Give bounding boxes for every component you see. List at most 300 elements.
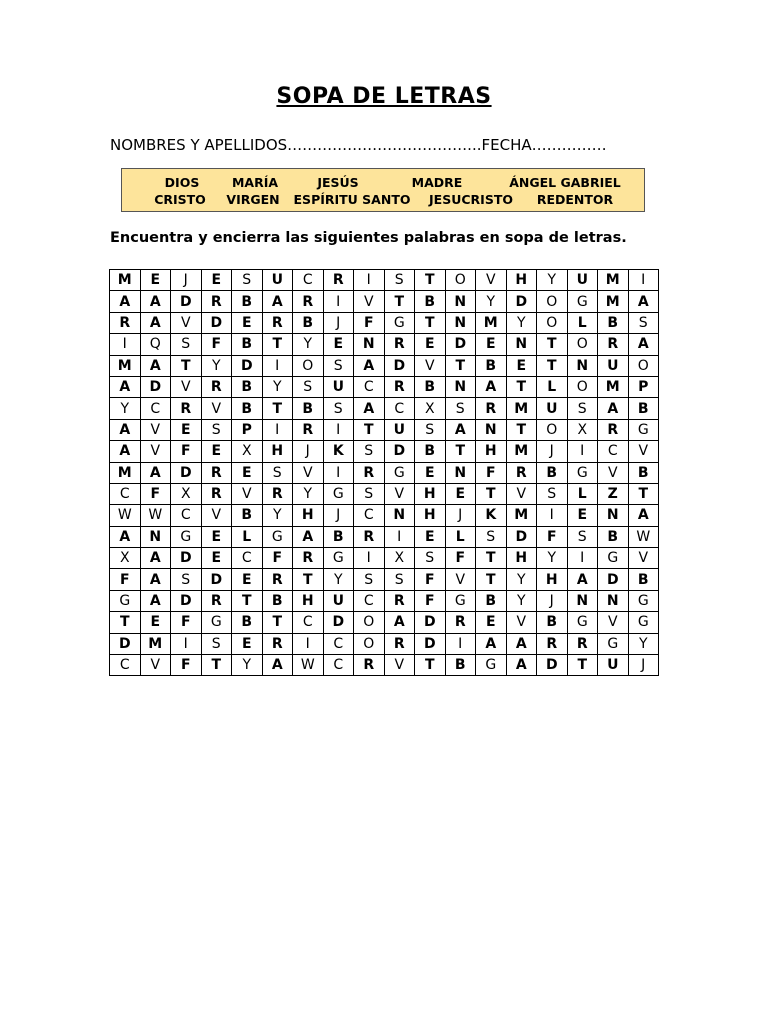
grid-cell[interactable]: H [293, 505, 324, 526]
grid-cell[interactable]: D [506, 291, 537, 312]
grid-cell[interactable]: U [323, 590, 354, 611]
grid-cell[interactable]: D [598, 569, 629, 590]
grid-cell[interactable]: S [262, 462, 293, 483]
grid-cell[interactable]: A [476, 376, 507, 397]
grid-cell[interactable]: N [567, 590, 598, 611]
grid-cell[interactable]: G [567, 291, 598, 312]
grid-cell[interactable]: F [445, 548, 476, 569]
grid-cell[interactable]: N [598, 590, 629, 611]
grid-cell[interactable]: V [171, 312, 202, 333]
grid-cell[interactable]: C [354, 376, 385, 397]
grid-cell[interactable]: A [628, 291, 659, 312]
grid-cell[interactable]: A [628, 505, 659, 526]
grid-cell[interactable]: S [567, 398, 598, 419]
grid-cell[interactable]: B [537, 462, 568, 483]
grid-cell[interactable]: B [598, 526, 629, 547]
grid-cell[interactable]: T [232, 590, 263, 611]
grid-cell[interactable]: T [476, 483, 507, 504]
grid-cell[interactable]: V [506, 612, 537, 633]
grid-cell[interactable]: D [384, 441, 415, 462]
grid-cell[interactable]: Y [506, 590, 537, 611]
grid-cell[interactable]: T [262, 334, 293, 355]
grid-cell[interactable]: F [262, 548, 293, 569]
grid-cell[interactable]: T [628, 483, 659, 504]
grid-cell[interactable]: T [476, 548, 507, 569]
grid-cell[interactable]: S [628, 312, 659, 333]
grid-cell[interactable]: C [110, 483, 141, 504]
grid-cell[interactable]: I [354, 548, 385, 569]
grid-cell[interactable]: V [476, 270, 507, 291]
grid-cell[interactable]: F [110, 569, 141, 590]
grid-cell[interactable]: R [201, 376, 232, 397]
grid-cell[interactable]: H [415, 505, 446, 526]
grid-cell[interactable]: L [232, 526, 263, 547]
grid-cell[interactable]: Y [262, 376, 293, 397]
grid-cell[interactable]: V [628, 548, 659, 569]
grid-cell[interactable]: Y [293, 483, 324, 504]
grid-cell[interactable]: S [323, 398, 354, 419]
grid-cell[interactable]: E [567, 505, 598, 526]
grid-cell[interactable]: A [628, 334, 659, 355]
grid-cell[interactable]: G [201, 612, 232, 633]
grid-cell[interactable]: V [445, 569, 476, 590]
grid-cell[interactable]: N [598, 505, 629, 526]
grid-cell[interactable]: M [110, 270, 141, 291]
grid-cell[interactable]: G [445, 590, 476, 611]
grid-cell[interactable]: A [110, 419, 141, 440]
grid-cell[interactable]: A [140, 312, 171, 333]
grid-cell[interactable]: D [201, 569, 232, 590]
grid-cell[interactable]: V [293, 462, 324, 483]
grid-cell[interactable]: V [415, 355, 446, 376]
grid-cell[interactable]: I [110, 334, 141, 355]
grid-cell[interactable]: T [445, 441, 476, 462]
grid-cell[interactable]: H [506, 270, 537, 291]
grid-cell[interactable]: Y [476, 291, 507, 312]
grid-cell[interactable]: F [171, 441, 202, 462]
grid-cell[interactable]: C [323, 633, 354, 654]
grid-cell[interactable]: N [445, 376, 476, 397]
grid-cell[interactable]: G [598, 633, 629, 654]
grid-cell[interactable]: I [171, 633, 202, 654]
grid-cell[interactable]: C [171, 505, 202, 526]
grid-cell[interactable]: D [201, 312, 232, 333]
grid-cell[interactable]: M [598, 291, 629, 312]
grid-cell[interactable]: T [415, 312, 446, 333]
grid-cell[interactable]: Y [506, 312, 537, 333]
grid-cell[interactable]: D [171, 462, 202, 483]
grid-cell[interactable]: C [354, 590, 385, 611]
grid-cell[interactable]: V [354, 291, 385, 312]
grid-cell[interactable]: B [415, 376, 446, 397]
grid-cell[interactable]: D [537, 655, 568, 676]
grid-cell[interactable]: G [323, 548, 354, 569]
grid-cell[interactable]: S [537, 483, 568, 504]
grid-cell[interactable]: A [140, 569, 171, 590]
grid-cell[interactable]: H [476, 441, 507, 462]
grid-cell[interactable]: U [598, 355, 629, 376]
grid-cell[interactable]: C [110, 655, 141, 676]
grid-cell[interactable]: E [323, 334, 354, 355]
grid-cell[interactable]: T [201, 655, 232, 676]
grid-cell[interactable]: T [415, 270, 446, 291]
grid-cell[interactable]: H [506, 548, 537, 569]
grid-cell[interactable]: G [384, 462, 415, 483]
grid-cell[interactable]: V [384, 483, 415, 504]
grid-cell[interactable]: S [171, 334, 202, 355]
grid-cell[interactable]: I [293, 633, 324, 654]
grid-cell[interactable]: S [323, 355, 354, 376]
grid-cell[interactable]: C [323, 655, 354, 676]
grid-cell[interactable]: Z [598, 483, 629, 504]
grid-cell[interactable]: F [171, 655, 202, 676]
grid-cell[interactable]: Y [201, 355, 232, 376]
grid-cell[interactable]: U [262, 270, 293, 291]
grid-cell[interactable]: D [171, 590, 202, 611]
grid-cell[interactable]: R [445, 612, 476, 633]
grid-cell[interactable]: R [384, 376, 415, 397]
grid-cell[interactable]: B [628, 569, 659, 590]
grid-cell[interactable]: A [354, 398, 385, 419]
grid-cell[interactable]: N [445, 462, 476, 483]
grid-cell[interactable]: A [598, 398, 629, 419]
grid-cell[interactable]: M [110, 462, 141, 483]
grid-cell[interactable]: G [476, 655, 507, 676]
grid-cell[interactable]: Q [140, 334, 171, 355]
grid-cell[interactable]: W [110, 505, 141, 526]
grid-cell[interactable]: T [537, 334, 568, 355]
grid-cell[interactable]: F [171, 612, 202, 633]
grid-cell[interactable]: R [323, 270, 354, 291]
grid-cell[interactable]: S [415, 419, 446, 440]
grid-cell[interactable]: X [567, 419, 598, 440]
grid-cell[interactable]: V [598, 612, 629, 633]
grid-cell[interactable]: B [232, 291, 263, 312]
grid-cell[interactable]: U [323, 376, 354, 397]
grid-cell[interactable]: D [415, 612, 446, 633]
grid-cell[interactable]: U [567, 270, 598, 291]
grid-cell[interactable]: R [384, 590, 415, 611]
grid-cell[interactable]: I [354, 270, 385, 291]
grid-cell[interactable]: E [476, 612, 507, 633]
grid-cell[interactable]: G [598, 548, 629, 569]
grid-cell[interactable]: B [232, 334, 263, 355]
grid-cell[interactable]: A [476, 633, 507, 654]
grid-cell[interactable]: A [445, 419, 476, 440]
grid-cell[interactable]: E [415, 526, 446, 547]
grid-cell[interactable]: S [476, 526, 507, 547]
grid-cell[interactable]: W [293, 655, 324, 676]
grid-cell[interactable]: J [628, 655, 659, 676]
grid-cell[interactable]: S [201, 419, 232, 440]
grid-cell[interactable]: E [415, 462, 446, 483]
grid-cell[interactable]: B [293, 398, 324, 419]
grid-cell[interactable]: B [476, 590, 507, 611]
grid-cell[interactable]: D [445, 334, 476, 355]
grid-cell[interactable]: E [232, 312, 263, 333]
grid-cell[interactable]: I [537, 505, 568, 526]
grid-cell[interactable]: D [415, 633, 446, 654]
grid-cell[interactable]: X [171, 483, 202, 504]
grid-cell[interactable]: B [476, 355, 507, 376]
grid-cell[interactable]: G [628, 612, 659, 633]
grid-cell[interactable]: T [506, 419, 537, 440]
grid-cell[interactable]: A [293, 526, 324, 547]
grid-cell[interactable]: F [415, 590, 446, 611]
grid-cell[interactable]: R [293, 291, 324, 312]
grid-cell[interactable]: K [323, 441, 354, 462]
grid-cell[interactable]: J [323, 312, 354, 333]
grid-cell[interactable]: D [384, 355, 415, 376]
grid-cell[interactable]: G [110, 590, 141, 611]
grid-cell[interactable]: B [232, 398, 263, 419]
grid-cell[interactable]: X [110, 548, 141, 569]
grid-cell[interactable]: V [140, 419, 171, 440]
grid-cell[interactable]: V [140, 441, 171, 462]
grid-cell[interactable]: V [628, 441, 659, 462]
grid-cell[interactable]: S [354, 569, 385, 590]
grid-cell[interactable]: N [445, 291, 476, 312]
grid-cell[interactable]: N [567, 355, 598, 376]
grid-cell[interactable]: U [537, 398, 568, 419]
grid-cell[interactable]: V [232, 483, 263, 504]
grid-cell[interactable]: A [140, 291, 171, 312]
grid-cell[interactable]: I [323, 419, 354, 440]
grid-cell[interactable]: L [537, 376, 568, 397]
grid-cell[interactable]: O [293, 355, 324, 376]
grid-cell[interactable]: N [354, 334, 385, 355]
grid-cell[interactable]: B [232, 612, 263, 633]
grid-cell[interactable]: V [201, 398, 232, 419]
grid-cell[interactable]: E [445, 483, 476, 504]
grid-cell[interactable]: B [323, 526, 354, 547]
grid-cell[interactable]: B [445, 655, 476, 676]
grid-cell[interactable]: S [232, 270, 263, 291]
grid-cell[interactable]: R [293, 419, 324, 440]
grid-cell[interactable]: T [384, 291, 415, 312]
grid-cell[interactable]: A [110, 526, 141, 547]
grid-cell[interactable]: J [445, 505, 476, 526]
grid-cell[interactable]: D [506, 526, 537, 547]
grid-cell[interactable]: R [262, 312, 293, 333]
grid-cell[interactable]: B [415, 291, 446, 312]
grid-cell[interactable]: O [445, 270, 476, 291]
grid-cell[interactable]: R [201, 291, 232, 312]
grid-cell[interactable]: C [140, 398, 171, 419]
grid-cell[interactable]: B [293, 312, 324, 333]
grid-cell[interactable]: A [354, 355, 385, 376]
grid-cell[interactable]: C [354, 505, 385, 526]
grid-cell[interactable]: V [598, 462, 629, 483]
grid-cell[interactable]: S [201, 633, 232, 654]
grid-cell[interactable]: O [567, 376, 598, 397]
grid-cell[interactable]: S [354, 441, 385, 462]
grid-cell[interactable]: R [384, 633, 415, 654]
grid-cell[interactable]: G [171, 526, 202, 547]
grid-cell[interactable]: D [140, 376, 171, 397]
grid-cell[interactable]: B [598, 312, 629, 333]
grid-cell[interactable]: B [415, 441, 446, 462]
grid-cell[interactable]: A [140, 355, 171, 376]
grid-cell[interactable]: A [262, 291, 293, 312]
grid-cell[interactable]: G [384, 312, 415, 333]
grid-cell[interactable]: T [293, 569, 324, 590]
grid-cell[interactable]: T [445, 355, 476, 376]
grid-cell[interactable]: Y [628, 633, 659, 654]
grid-cell[interactable]: E [140, 270, 171, 291]
grid-cell[interactable]: M [598, 376, 629, 397]
grid-cell[interactable]: E [232, 633, 263, 654]
grid-cell[interactable]: T [567, 655, 598, 676]
grid-cell[interactable]: X [232, 441, 263, 462]
grid-cell[interactable]: F [354, 312, 385, 333]
grid-cell[interactable]: N [445, 312, 476, 333]
grid-cell[interactable]: F [476, 462, 507, 483]
grid-cell[interactable]: T [171, 355, 202, 376]
grid-cell[interactable]: T [476, 569, 507, 590]
grid-cell[interactable]: H [262, 441, 293, 462]
grid-cell[interactable]: R [201, 590, 232, 611]
grid-cell[interactable]: C [293, 612, 324, 633]
grid-cell[interactable]: G [262, 526, 293, 547]
grid-cell[interactable]: A [262, 655, 293, 676]
grid-cell[interactable]: U [598, 655, 629, 676]
grid-cell[interactable]: S [293, 376, 324, 397]
grid-cell[interactable]: C [598, 441, 629, 462]
grid-cell[interactable]: E [506, 355, 537, 376]
grid-cell[interactable]: S [567, 526, 598, 547]
grid-cell[interactable]: J [323, 505, 354, 526]
grid-cell[interactable]: V [201, 505, 232, 526]
grid-cell[interactable]: R [354, 526, 385, 547]
grid-cell[interactable]: E [201, 441, 232, 462]
grid-cell[interactable]: R [506, 462, 537, 483]
grid-cell[interactable]: A [110, 441, 141, 462]
grid-cell[interactable]: K [476, 505, 507, 526]
grid-cell[interactable]: R [354, 655, 385, 676]
grid-cell[interactable]: H [537, 569, 568, 590]
grid-cell[interactable]: B [537, 612, 568, 633]
grid-cell[interactable]: R [262, 483, 293, 504]
grid-cell[interactable]: N [140, 526, 171, 547]
grid-cell[interactable]: A [506, 633, 537, 654]
grid-cell[interactable]: A [110, 376, 141, 397]
grid-cell[interactable]: E [171, 419, 202, 440]
grid-cell[interactable]: V [506, 483, 537, 504]
grid-cell[interactable]: A [140, 462, 171, 483]
grid-cell[interactable]: E [476, 334, 507, 355]
grid-cell[interactable]: J [171, 270, 202, 291]
grid-cell[interactable]: E [201, 270, 232, 291]
grid-cell[interactable]: I [567, 548, 598, 569]
grid-cell[interactable]: J [537, 441, 568, 462]
grid-cell[interactable]: R [201, 483, 232, 504]
grid-cell[interactable]: B [628, 462, 659, 483]
grid-cell[interactable]: M [140, 633, 171, 654]
grid-cell[interactable]: A [506, 655, 537, 676]
grid-cell[interactable]: F [140, 483, 171, 504]
grid-cell[interactable]: D [171, 291, 202, 312]
grid-cell[interactable]: M [476, 312, 507, 333]
grid-cell[interactable]: Y [110, 398, 141, 419]
grid-cell[interactable]: C [232, 548, 263, 569]
grid-cell[interactable]: I [323, 462, 354, 483]
grid-cell[interactable]: N [506, 334, 537, 355]
grid-cell[interactable]: O [537, 291, 568, 312]
grid-cell[interactable]: W [628, 526, 659, 547]
grid-cell[interactable]: F [201, 334, 232, 355]
grid-cell[interactable]: S [415, 548, 446, 569]
grid-cell[interactable]: B [232, 505, 263, 526]
grid-cell[interactable]: P [232, 419, 263, 440]
grid-cell[interactable]: H [415, 483, 446, 504]
grid-cell[interactable]: A [140, 590, 171, 611]
grid-cell[interactable]: I [262, 355, 293, 376]
grid-cell[interactable]: X [415, 398, 446, 419]
grid-cell[interactable]: A [567, 569, 598, 590]
grid-cell[interactable]: N [476, 419, 507, 440]
grid-cell[interactable]: E [232, 462, 263, 483]
grid-cell[interactable]: T [262, 398, 293, 419]
grid-cell[interactable]: D [171, 548, 202, 569]
grid-cell[interactable]: I [323, 291, 354, 312]
grid-cell[interactable]: I [567, 441, 598, 462]
grid-cell[interactable]: D [232, 355, 263, 376]
grid-cell[interactable]: R [201, 462, 232, 483]
grid-cell[interactable]: R [354, 462, 385, 483]
grid-cell[interactable]: T [415, 655, 446, 676]
grid-cell[interactable]: O [628, 355, 659, 376]
grid-cell[interactable]: F [415, 569, 446, 590]
grid-cell[interactable]: R [598, 419, 629, 440]
grid-cell[interactable]: I [445, 633, 476, 654]
grid-cell[interactable]: O [354, 633, 385, 654]
grid-cell[interactable]: S [171, 569, 202, 590]
grid-cell[interactable]: N [384, 505, 415, 526]
grid-cell[interactable]: L [567, 483, 598, 504]
grid-cell[interactable]: B [262, 590, 293, 611]
grid-cell[interactable]: A [384, 612, 415, 633]
grid-cell[interactable]: C [384, 398, 415, 419]
grid-cell[interactable]: R [293, 548, 324, 569]
grid-cell[interactable]: T [354, 419, 385, 440]
grid-cell[interactable]: E [201, 526, 232, 547]
grid-cell[interactable]: D [323, 612, 354, 633]
grid-cell[interactable]: S [445, 398, 476, 419]
grid-cell[interactable]: S [354, 483, 385, 504]
grid-cell[interactable]: O [537, 312, 568, 333]
grid-cell[interactable]: I [384, 526, 415, 547]
grid-cell[interactable]: R [476, 398, 507, 419]
grid-cell[interactable]: E [232, 569, 263, 590]
grid-cell[interactable]: R [262, 569, 293, 590]
grid-cell[interactable]: L [445, 526, 476, 547]
grid-cell[interactable]: E [201, 548, 232, 569]
grid-cell[interactable]: V [171, 376, 202, 397]
grid-cell[interactable]: H [293, 590, 324, 611]
grid-cell[interactable]: D [110, 633, 141, 654]
grid-cell[interactable]: G [323, 483, 354, 504]
grid-cell[interactable]: O [567, 334, 598, 355]
grid-cell[interactable]: X [384, 548, 415, 569]
grid-cell[interactable]: J [537, 590, 568, 611]
grid-cell[interactable]: E [415, 334, 446, 355]
grid-cell[interactable]: G [567, 462, 598, 483]
grid-cell[interactable]: M [506, 505, 537, 526]
grid-cell[interactable]: T [110, 612, 141, 633]
grid-cell[interactable]: M [110, 355, 141, 376]
grid-cell[interactable]: F [537, 526, 568, 547]
